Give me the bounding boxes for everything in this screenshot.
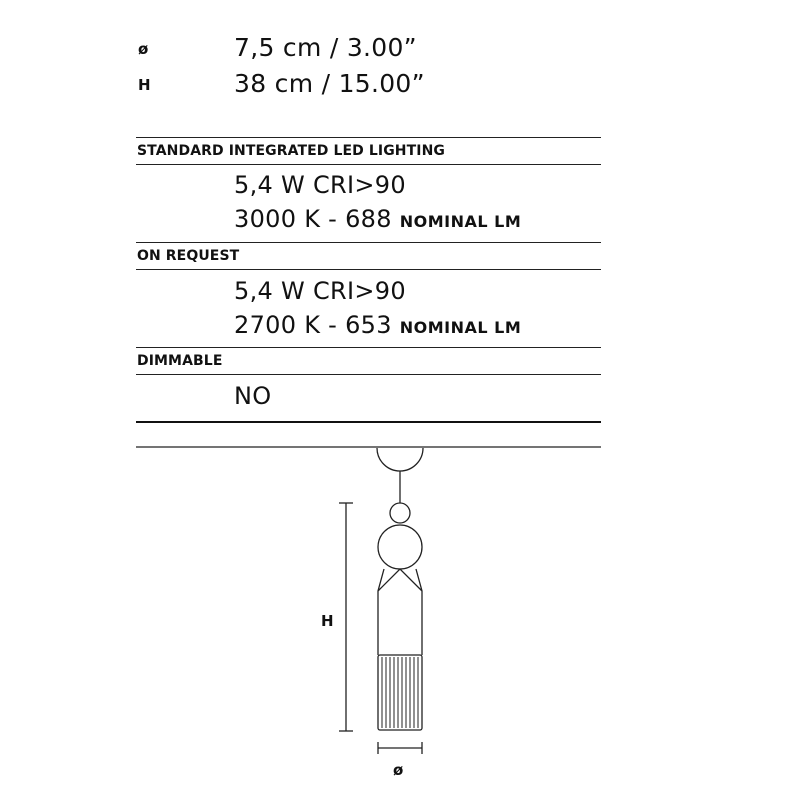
diameter-symbol: ø — [138, 40, 149, 58]
height-symbol: H — [138, 76, 151, 94]
request-lumen-unit: NOMINAL LM — [399, 318, 522, 337]
request-lumen-main: 2700 K - 653 — [234, 311, 392, 339]
small-sphere — [390, 503, 410, 523]
section-title-on-request: ON REQUEST — [137, 248, 240, 264]
drawing-height-label: H — [321, 612, 334, 630]
dimmable-value: NO — [234, 382, 272, 410]
lamp-body — [378, 569, 422, 655]
section-title-standard-led: STANDARD INTEGRATED LED LIGHTING — [137, 143, 445, 159]
height-value: 38 cm / 15.00” — [234, 69, 425, 98]
large-sphere — [378, 525, 422, 569]
diameter-dimension-line — [378, 742, 422, 754]
drawing-diameter-label: ø — [393, 761, 404, 779]
standard-lumen-unit: NOMINAL LM — [399, 212, 522, 231]
section-title-dimmable: DIMMABLE — [137, 353, 223, 369]
fluted-diffuser — [378, 655, 422, 730]
standard-lumen-main: 3000 K - 688 — [234, 205, 392, 233]
diameter-value: 7,5 cm / 3.00” — [234, 33, 417, 62]
ceiling-canopy — [377, 448, 423, 471]
standard-power-value: 5,4 W CRI>90 — [234, 171, 406, 199]
request-power-value: 5,4 W CRI>90 — [234, 277, 406, 305]
diffuser-flutes — [382, 657, 418, 728]
height-dimension-line — [339, 503, 353, 731]
